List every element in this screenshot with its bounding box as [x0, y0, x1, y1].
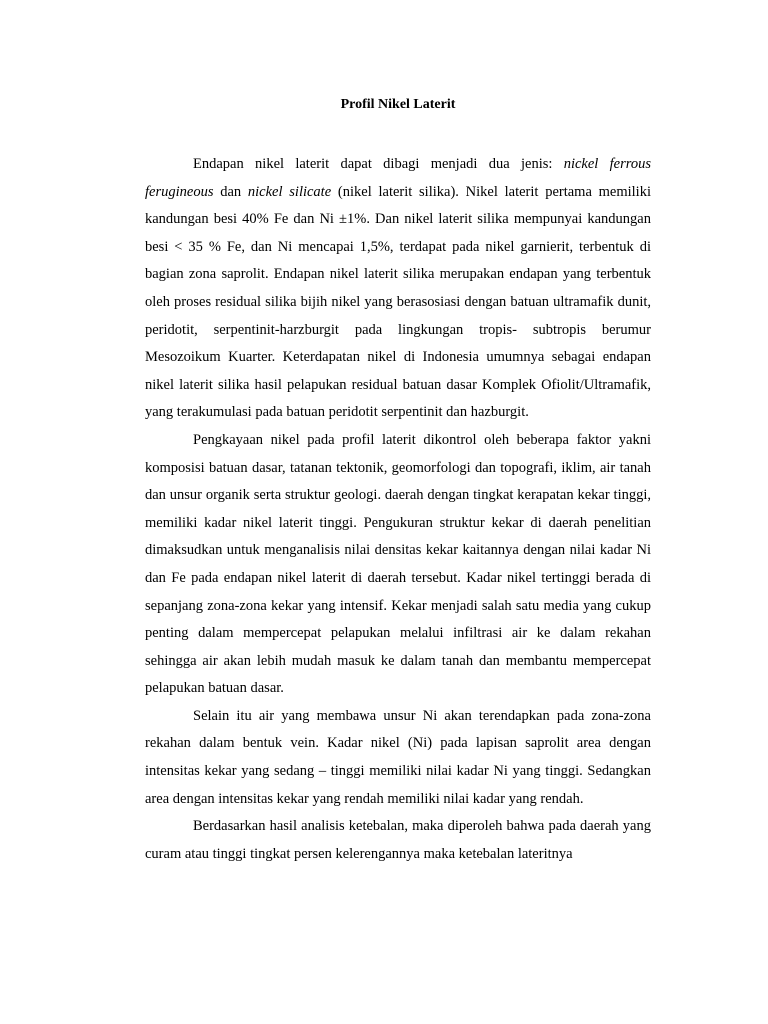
term-nickel-silicate: nickel silicate [247, 183, 332, 200]
paragraph-1-lead: Endapan nikel laterit dapat dibagi menjadi dua jenis: [193, 156, 564, 172]
paragraph-4: Berdasarkan hasil analisis ketebalan, maka diperoleh bahwa pada daerah yang curam atau tinggi tingkat persen kelerengannya maka ketebalan lateritnya [145, 818, 651, 862]
term-nickel-ferrous: nickel ferrous ferugineous [145, 156, 651, 200]
document-body [145, 151, 651, 868]
paragraph-3: Selain itu air yang membawa unsur Ni akan terendapkan pada zona-zona rekahan dalam bentuk vein. Kadar nikel (Ni) pada lapisan saprolit area dengan intensitas kekar yang sedang – tinggi memiliki nilai kadar Ni yang tinggi. Sedangkan area dengan intensitas kekar yang rendah memiliki nilai kadar yang rendah. [145, 707, 651, 807]
paragraph-1-rest: (nikel laterit silika). Nikel laterit pertama memiliki kandungan besi 40% Fe dan Ni ±1%. Dan nikel laterit silika mempunyai kandungan besi < 35 % Fe, dan Ni mencapai 1,5%, terdapat pada nikel garnierit, terbentuk di bagian zona saprolit. Endapan nikel laterit silika merupakan endapan yang terbentuk oleh proses residual silika bijih nikel yang berasosiasi dengan batuan ultramafik dunit, peridotit, serpentinit-harzburgit pada lingkungan tropis- subtropis berumur Mesozoikum Kuarter. Keterdapatan nikel di Indonesia umumnya sebagai endapan nikel laterit silika hasil pelapukan residual batuan dasar Komplek Ofiolit/Ultramafik, yang terakumulasi pada batuan peridotit serpentinit dan hazburgit. [145, 183, 651, 421]
paragraph-2: Pengkayaan nikel pada profil laterit dikontrol oleh beberapa faktor yakni komposisi batuan dasar, tatanan tektonik, geomorfologi dan topografi, iklim, air tanah dan unsur organik serta struktur geologi. daerah dengan tingkat kerapatan kekar tinggi, memiliki kadar nikel laterit tinggi. Pengukuran struktur kekar di daerah penelitian dimaksudkan untuk menganalisis nilai densitas kekar kaitannya dengan nilai kadar Ni dan Fe pada endapan nikel laterit di daerah tersebut. Kadar nikel tertinggi berada di sepanjang zona-zona kekar yang intensif. Kekar menjadi salah satu media yang cukup penting dalam mempercepat pelapukan melalui infiltrasi air ke dalam rekahan sehingga air akan lebih mudah masuk ke dalam tanah dan membantu mempercepat pelapukan batuan dasar. [145, 431, 651, 697]
document-title: Profil Nikel Laterit [340, 97, 456, 112]
paragraph-1-mid: dan [213, 183, 248, 200]
paragraph-1 [145, 151, 651, 427]
